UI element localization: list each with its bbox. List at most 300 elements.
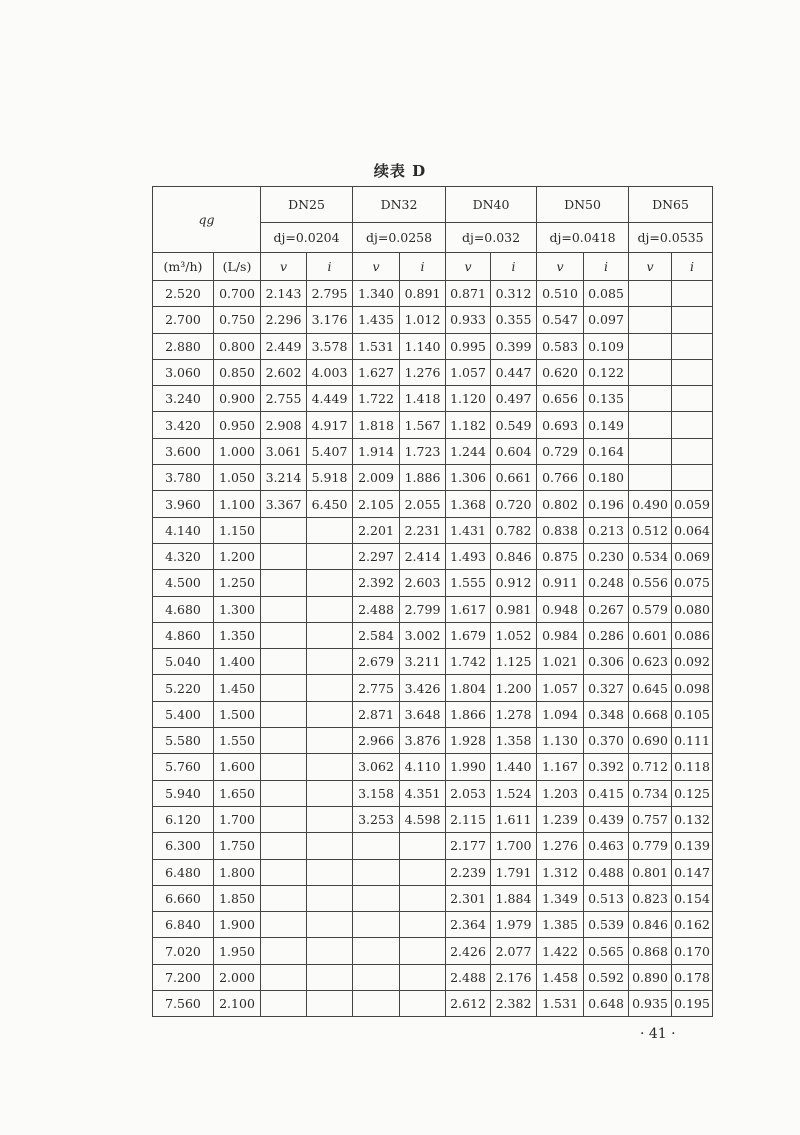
table-cell: 3.600 [153,438,214,464]
table-cell: 1.650 [214,780,261,806]
table-cell: 1.200 [491,675,537,701]
table-cell: 4.449 [307,386,353,412]
table-row [153,438,713,464]
table-cell: 1.555 [446,570,491,596]
table-cell [629,412,672,438]
table-cell: 0.547 [537,307,584,333]
table-cell [307,833,353,859]
table-cell: 0.355 [491,307,537,333]
table-cell [672,307,713,333]
table-cell: 0.846 [491,543,537,569]
table-cell: 0.109 [584,333,629,359]
table-cell: 1.400 [214,649,261,675]
table-cell: 0.064 [672,517,713,543]
table-cell: 1.150 [214,517,261,543]
table-cell: 5.040 [153,649,214,675]
table-cell: 1.349 [537,885,584,911]
table-cell: 3.578 [307,333,353,359]
table-cell: 0.779 [629,833,672,859]
table-cell: 0.645 [629,675,672,701]
velocity-label: v [446,253,491,281]
table-cell [261,596,307,622]
table-cell: 1.368 [446,491,491,517]
table-cell: 0.178 [672,964,713,990]
table-cell: 7.560 [153,991,214,1017]
table-cell [261,859,307,885]
table-cell: 3.158 [353,780,400,806]
table-cell: 4.917 [307,412,353,438]
table-cell: 0.846 [629,912,672,938]
table-cell [400,938,446,964]
table-row [153,754,713,780]
table-cell: 0.230 [584,543,629,569]
table-cell: 1.431 [446,517,491,543]
table-cell: 0.075 [672,570,713,596]
table-cell: 2.392 [353,570,400,596]
table-row [153,359,713,385]
table-cell: 0.180 [584,465,629,491]
table-cell: 1.700 [214,806,261,832]
table-cell: 2.603 [400,570,446,596]
table-cell: 1.094 [537,701,584,727]
table-cell: 0.900 [214,386,261,412]
table-cell: 0.154 [672,885,713,911]
table-row [153,465,713,491]
table-cell: 1.679 [446,622,491,648]
table-cell: 1.531 [353,333,400,359]
table-cell: 0.668 [629,701,672,727]
table-cell: 6.120 [153,806,214,832]
table-row [153,701,713,727]
table-cell: 3.002 [400,622,446,648]
table-cell [261,754,307,780]
gradient-label: i [400,253,446,281]
table-cell: 1.493 [446,543,491,569]
table-cell: 4.680 [153,596,214,622]
table-cell: 2.301 [446,885,491,911]
table-cell: 0.125 [672,780,713,806]
gradient-label: i [491,253,537,281]
table-cell [672,281,713,307]
table-cell: 2.966 [353,728,400,754]
velocity-label: v [261,253,307,281]
table-cell [261,649,307,675]
table-cell [629,359,672,385]
table-cell: 0.135 [584,386,629,412]
table-row [153,622,713,648]
table-cell: 1.385 [537,912,584,938]
table-cell: 0.623 [629,649,672,675]
table-cell: 3.176 [307,307,353,333]
table-cell: 0.147 [672,859,713,885]
table-cell: 1.567 [400,412,446,438]
table-cell: 0.935 [629,991,672,1017]
table-cell: 0.490 [629,491,672,517]
table-cell [261,622,307,648]
table-cell: 0.984 [537,622,584,648]
table-cell: 3.214 [261,465,307,491]
table-cell: 0.118 [672,754,713,780]
table-cell: 1.723 [400,438,446,464]
table-cell: 3.060 [153,359,214,385]
table-cell: 2.880 [153,333,214,359]
table-cell: 0.823 [629,885,672,911]
table-cell: 3.367 [261,491,307,517]
table-cell: 3.876 [400,728,446,754]
table-row [153,833,713,859]
table-cell: 6.840 [153,912,214,938]
table-cell: 0.693 [537,412,584,438]
table-cell: 0.286 [584,622,629,648]
table-cell: 2.296 [261,307,307,333]
table-cell: 0.069 [672,543,713,569]
table-cell [307,622,353,648]
table-cell: 1.340 [353,281,400,307]
table-cell: 2.488 [446,964,491,990]
table-cell: 1.276 [400,359,446,385]
table-row [153,885,713,911]
pipe-header-dn25: DN25 [261,187,353,223]
table-cell: 0.766 [537,465,584,491]
velocity-label: v [353,253,400,281]
pipe-header-dn50: DN50 [537,187,629,223]
table-row [153,570,713,596]
table-cell: 0.092 [672,649,713,675]
unit-ls: (L/s) [214,253,261,281]
table-cell: 7.200 [153,964,214,990]
flow-symbol-header: qg [153,187,261,253]
table-cell: 0.059 [672,491,713,517]
table-cell [261,780,307,806]
table-cell [307,543,353,569]
table-cell: 0.080 [672,596,713,622]
table-cell [672,438,713,464]
table-cell: 2.000 [214,964,261,990]
table-cell: 0.098 [672,675,713,701]
velocity-label: v [629,253,672,281]
table-cell: 2.115 [446,806,491,832]
table-cell: 4.860 [153,622,214,648]
table-cell: 0.620 [537,359,584,385]
table-cell: 0.981 [491,596,537,622]
table-cell: 0.729 [537,438,584,464]
table-cell: 6.660 [153,885,214,911]
table-cell [261,701,307,727]
table-cell: 0.149 [584,412,629,438]
table-cell: 1.021 [537,649,584,675]
table-cell: 1.422 [537,938,584,964]
table-cell: 1.012 [400,307,446,333]
table-cell: 2.679 [353,649,400,675]
table-cell: 1.120 [446,386,491,412]
table-cell: 1.182 [446,412,491,438]
pipe-header-dn65: DN65 [629,187,713,223]
table-cell [307,649,353,675]
table-row [153,543,713,569]
table-cell: 1.850 [214,885,261,911]
table-row [153,333,713,359]
table-cell: 0.757 [629,806,672,832]
table-cell: 0.164 [584,438,629,464]
table-cell [672,465,713,491]
table-cell [672,333,713,359]
table-cell: 0.162 [672,912,713,938]
table-cell: 2.449 [261,333,307,359]
table-cell [672,386,713,412]
table-row [153,675,713,701]
table-cell: 0.800 [214,333,261,359]
table-cell: 1.979 [491,912,537,938]
table-cell: 0.948 [537,596,584,622]
table-cell: 4.320 [153,543,214,569]
table-row [153,307,713,333]
table-cell: 2.382 [491,991,537,1017]
table-cell: 2.231 [400,517,446,543]
table-cell: 1.350 [214,622,261,648]
table-cell: 0.604 [491,438,537,464]
table-cell: 0.891 [400,281,446,307]
table-cell [353,991,400,1017]
table-cell [307,728,353,754]
table-cell: 1.418 [400,386,446,412]
table-cell: 1.500 [214,701,261,727]
table-cell [307,570,353,596]
table-cell: 1.524 [491,780,537,806]
table-cell: 0.488 [584,859,629,885]
table-cell [629,333,672,359]
table-cell [261,517,307,543]
table-cell: 1.450 [214,675,261,701]
table-cell: 2.077 [491,938,537,964]
table-cell: 3.061 [261,438,307,464]
table-cell [353,938,400,964]
table-cell [307,780,353,806]
table-cell [307,596,353,622]
table-cell: 1.306 [446,465,491,491]
table-cell: 0.661 [491,465,537,491]
table-cell: 6.450 [307,491,353,517]
table-cell: 1.611 [491,806,537,832]
table-cell: 1.050 [214,465,261,491]
table-cell: 1.203 [537,780,584,806]
table-cell [629,307,672,333]
table-cell: 2.426 [446,938,491,964]
table-caption: 续表 D [373,162,427,180]
table-row [153,281,713,307]
table-cell: 3.648 [400,701,446,727]
table-cell: 1.300 [214,596,261,622]
table-cell: 1.140 [400,333,446,359]
table-cell [629,438,672,464]
table-cell [261,728,307,754]
table-cell: 1.057 [446,359,491,385]
table-cell: 1.950 [214,938,261,964]
table-cell: 3.420 [153,412,214,438]
table-cell: 0.802 [537,491,584,517]
table-cell: 3.062 [353,754,400,780]
table-cell: 5.220 [153,675,214,701]
table-cell: 1.990 [446,754,491,780]
table-cell: 1.928 [446,728,491,754]
diameter-dn65: dj=0.0535 [629,223,713,253]
table-cell: 0.497 [491,386,537,412]
table-cell: 0.539 [584,912,629,938]
table-cell: 2.177 [446,833,491,859]
hydraulic-table [152,186,713,1017]
pipe-header-dn40: DN40 [446,187,537,223]
table-cell: 3.240 [153,386,214,412]
table-cell [353,912,400,938]
table-cell: 0.085 [584,281,629,307]
table-cell [261,991,307,1017]
table-cell: 2.488 [353,596,400,622]
table-cell: 1.900 [214,912,261,938]
table-cell: 1.627 [353,359,400,385]
table-row [153,859,713,885]
table-cell: 0.911 [537,570,584,596]
velocity-label: v [537,253,584,281]
table-cell: 2.100 [214,991,261,1017]
table-cell: 2.584 [353,622,400,648]
table-cell: 1.742 [446,649,491,675]
table-cell [629,281,672,307]
table-cell: 2.700 [153,307,214,333]
table-cell: 2.612 [446,991,491,1017]
table-cell: 1.239 [537,806,584,832]
table-cell: 4.110 [400,754,446,780]
table-cell: 0.734 [629,780,672,806]
table-cell: 1.531 [537,991,584,1017]
table-cell: 0.111 [672,728,713,754]
table-cell: 0.782 [491,517,537,543]
table-cell [261,806,307,832]
table-cell: 1.125 [491,649,537,675]
table-cell: 0.712 [629,754,672,780]
table-cell: 2.297 [353,543,400,569]
table-cell: 0.392 [584,754,629,780]
table-cell [307,675,353,701]
table-cell: 1.550 [214,728,261,754]
table-cell: 0.086 [672,622,713,648]
table-cell: 3.960 [153,491,214,517]
table-cell: 1.052 [491,622,537,648]
table-cell: 0.838 [537,517,584,543]
table-cell: 0.912 [491,570,537,596]
table-row [153,728,713,754]
table-cell: 2.775 [353,675,400,701]
table-cell: 1.600 [214,754,261,780]
unit-m3h: (m³/h) [153,253,214,281]
table-cell: 3.253 [353,806,400,832]
table-cell: 1.866 [446,701,491,727]
table-row [153,649,713,675]
table-cell: 4.351 [400,780,446,806]
table-cell: 0.122 [584,359,629,385]
table-cell: 0.370 [584,728,629,754]
table-cell: 4.140 [153,517,214,543]
table-cell [353,964,400,990]
table-cell: 1.200 [214,543,261,569]
table-cell: 4.500 [153,570,214,596]
table-cell: 1.750 [214,833,261,859]
table-cell: 1.276 [537,833,584,859]
table-row [153,991,713,1017]
table-cell: 7.020 [153,938,214,964]
table-cell [307,964,353,990]
table-cell: 1.617 [446,596,491,622]
page-number: · 41 · [640,1026,676,1042]
table-cell: 0.579 [629,596,672,622]
table-cell: 0.875 [537,543,584,569]
table-cell: 0.415 [584,780,629,806]
table-cell: 2.201 [353,517,400,543]
table-cell: 2.755 [261,386,307,412]
gradient-label: i [307,253,353,281]
table-cell: 2.009 [353,465,400,491]
table-cell: 5.940 [153,780,214,806]
table-cell: 2.176 [491,964,537,990]
table-cell [261,885,307,911]
table-cell [261,675,307,701]
table-cell: 3.426 [400,675,446,701]
table-cell: 0.439 [584,806,629,832]
table-cell [261,912,307,938]
table-cell [400,833,446,859]
gradient-label: i [672,253,713,281]
table-cell [307,991,353,1017]
table-row [153,517,713,543]
table-cell [261,964,307,990]
table-cell [400,912,446,938]
table-cell: 1.818 [353,412,400,438]
diameter-dn40: dj=0.032 [446,223,537,253]
table-cell: 1.800 [214,859,261,885]
table-cell: 0.132 [672,806,713,832]
table-cell [307,938,353,964]
table-cell [261,833,307,859]
table-cell: 2.908 [261,412,307,438]
diameter-dn25: dj=0.0204 [261,223,353,253]
table-cell [629,386,672,412]
table-cell [400,885,446,911]
table-cell: 1.057 [537,675,584,701]
header-row-pipe [153,187,713,223]
table-cell: 4.598 [400,806,446,832]
table-row [153,412,713,438]
table-cell [307,806,353,832]
table-cell: 5.918 [307,465,353,491]
table-cell: 6.480 [153,859,214,885]
pipe-header-dn32: DN32 [353,187,446,223]
table-row [153,938,713,964]
table-cell [261,543,307,569]
table-cell [672,412,713,438]
table-cell: 0.750 [214,307,261,333]
table-cell [353,885,400,911]
table-cell [261,570,307,596]
table-cell: 0.890 [629,964,672,990]
table-cell: 1.435 [353,307,400,333]
table-cell [400,991,446,1017]
table-cell: 1.358 [491,728,537,754]
table-cell: 0.648 [584,991,629,1017]
table-cell: 0.139 [672,833,713,859]
table-cell: 2.520 [153,281,214,307]
table-cell: 2.414 [400,543,446,569]
table-cell: 0.592 [584,964,629,990]
table-cell [672,359,713,385]
table-row [153,386,713,412]
